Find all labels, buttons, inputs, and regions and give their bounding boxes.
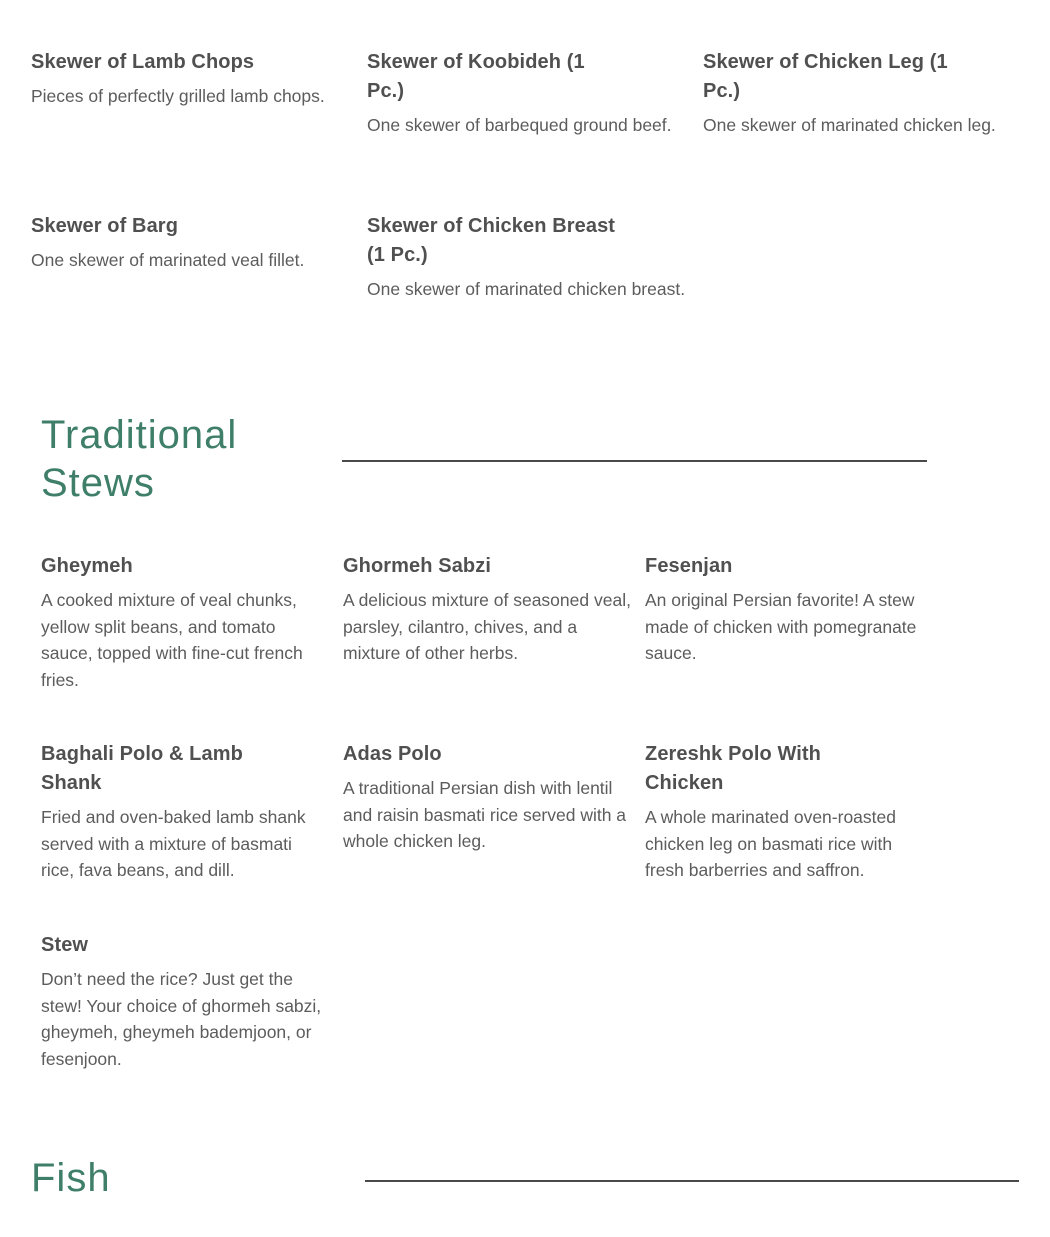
menu-item-description: A whole marinated oven-roasted chicken leg on basmati rice with fresh barberries and saffron. — [645, 807, 896, 880]
menu-item-name: Skewer of Lamb Chops — [31, 51, 255, 73]
menu-item-description: Fried and oven-baked lamb shank served with a mixture of basmati rice, fava beans, and dill. — [41, 807, 306, 880]
menu-item-name: Stew — [41, 934, 89, 956]
menu-item-name: Skewer of Chicken Breast (1 Pc.) — [367, 215, 616, 266]
menu-item-name: Zereshk Polo With Chicken — [645, 743, 821, 794]
menu-item-chicken-breast — [367, 212, 703, 376]
menu-item-description: Don’t need the rice? Just get the stew! Your choice of ghormeh sabzi, gheymeh, gheymeh bademjoon, or fesenjoon. — [41, 969, 322, 1069]
menu-item-name: Adas Polo — [343, 743, 442, 765]
menu-item-chicken-leg — [703, 48, 1031, 212]
menu-item-koobideh — [367, 48, 703, 212]
menu-item-ghormeh-sabzi — [343, 552, 645, 740]
menu-item-description: An original Persian favorite! A stew made of chicken with pomegranate sauce. — [645, 590, 917, 663]
section-divider — [342, 460, 927, 462]
menu-item-barg — [31, 212, 367, 376]
menu-item-name: Baghali Polo & Lamb Shank — [41, 743, 243, 794]
menu-item-description: A delicious mixture of seasoned veal, parsley, cilantro, chives, and a mixture of other herbs. — [343, 590, 631, 663]
menu-item-description: One skewer of barbequed ground beef. — [367, 115, 672, 135]
menu-item-gheymeh — [41, 552, 343, 740]
menu-item-description: A traditional Persian dish with lentil and raisin basmati rice served with a whole chicken leg. — [343, 778, 627, 851]
section-title-traditional-stews: Traditional Stews — [41, 413, 238, 505]
menu-item-description: Pieces of perfectly grilled lamb chops. — [31, 86, 325, 106]
menu-item-description: One skewer of marinated veal fillet. — [31, 250, 305, 270]
menu-item-lamb-chops — [31, 48, 367, 212]
menu-item-name: Skewer of Chicken Leg (1 Pc.) — [703, 51, 948, 102]
section-title-fish: Fish — [31, 1156, 111, 1200]
menu-item-stew — [41, 931, 343, 1072]
menu-item-name: Gheymeh — [41, 555, 133, 577]
menu-item-adas-polo — [343, 740, 645, 931]
menu-item-description: A cooked mixture of veal chunks, yellow split beans, and tomato sauce, topped with fine-cut french fries. — [41, 590, 303, 690]
kabob-items-grid — [31, 48, 1031, 376]
menu-item-name: Skewer of Koobideh (1 Pc.) — [367, 51, 585, 102]
menu-item-description: One skewer of marinated chicken breast. — [367, 279, 686, 299]
menu-item-zereshk-polo — [645, 740, 947, 931]
section-divider — [365, 1180, 1019, 1182]
menu-item-fesenjan — [645, 552, 947, 740]
menu-item-name: Ghormeh Sabzi — [343, 555, 491, 577]
menu-item-description: One skewer of marinated chicken leg. — [703, 115, 996, 135]
menu-item-name: Fesenjan — [645, 555, 733, 577]
menu-item-name: Skewer of Barg — [31, 215, 179, 237]
stew-items-grid — [41, 552, 947, 1072]
menu-item-baghali-polo — [41, 740, 343, 931]
